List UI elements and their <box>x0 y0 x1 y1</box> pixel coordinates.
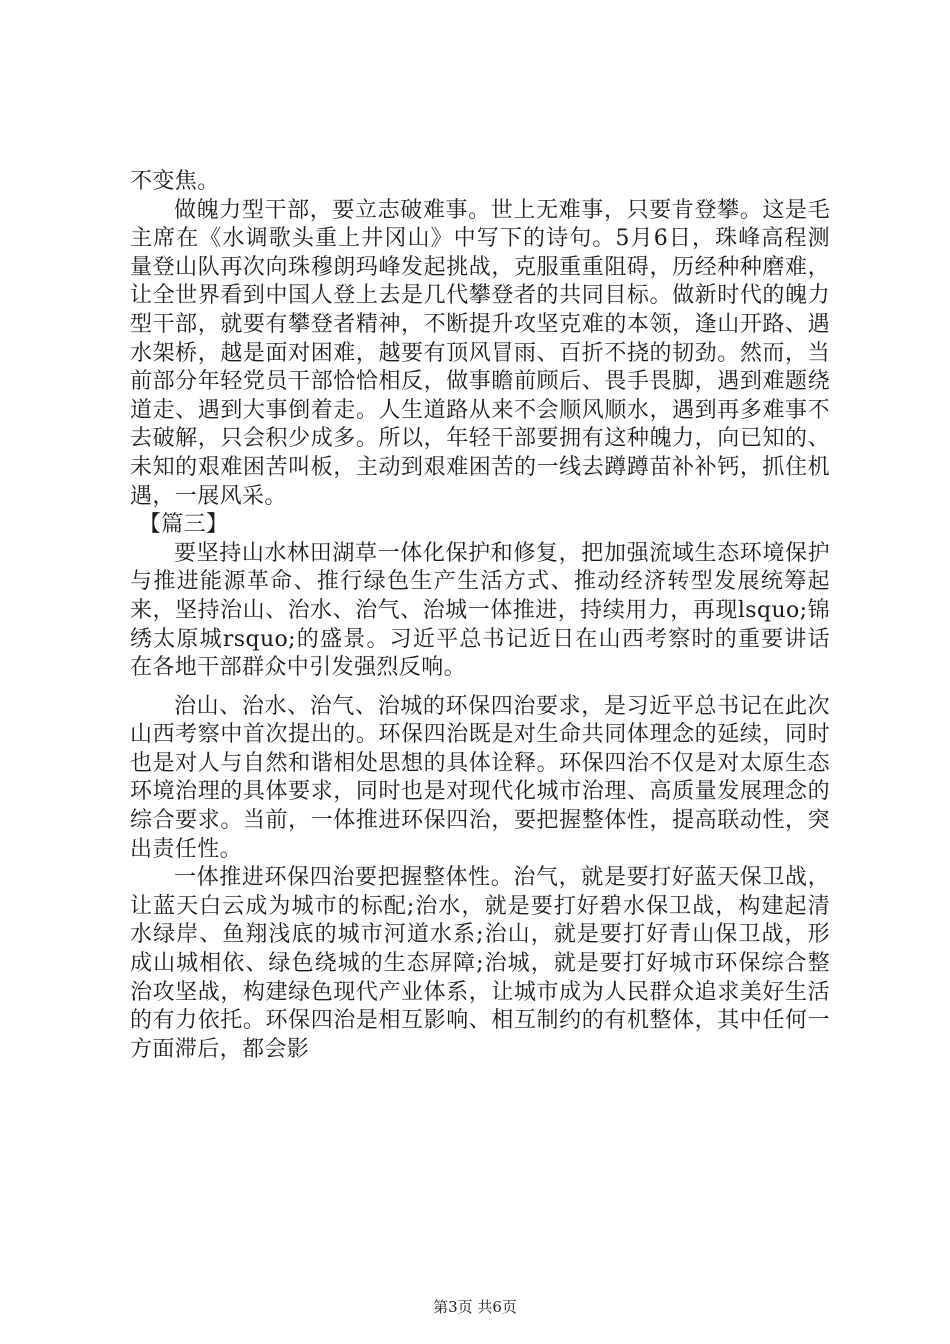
paragraph: 一体推进环保四治要把握整体性。治气，就是要打好蓝天保卫战，让蓝天白云成为城市的标配;治水，就是要打好碧水保卫战，构建起清水绿岸、鱼翔浅底的城市河道水系;治山，就是要打好青山保卫战，形成山城相依、绿色绕城的生态屏障;治城，就是要打好城市环保综合整治攻坚战，构建绿色现代产业体系，让城市成为人民群众追求美好生活的有力依托。环保四治是相互影响、相互制约的有机整体，其中任何一方面滞后，都会影 <box>130 865 830 1062</box>
paragraph: 要坚持山水林田湖草一体化保护和修复，把加强流域生态环境保护与推进能源革命、推行绿色生产生活方式、推动经济转型发展统筹起来，坚持治山、治水、治气、治城一体推进，持续用力，再现lsquo;锦绣太原城rsquo;的盛景。习近平总书记近日在山西考察时的重要讲话在各地干部群众中引发强烈反响。 <box>130 540 830 681</box>
document-body <box>130 168 830 1064</box>
section-heading: 【篇三】 <box>138 512 229 538</box>
paragraph-continuation: 不变焦。 <box>130 169 220 194</box>
paragraph: 做魄力型干部，要立志破难事。世上无难事，只要肯登攀。这是毛主席在《水调歌头重上井冈山》中写下的诗句。5月6日，珠峰高程测量登山队再次向珠穆朗玛峰发起挑战，克服重重阻碍，历经种种磨难，让全世界看到中国人登上去是几代攀登者的共同目标。做新时代的魄力型干部，就要有攀登者精神，不断提升攻坚克难的本领，逢山开路、遇水架桥，越是面对困难，越要有顶风冒雨、百折不挠的韧劲。然而，当前部分年轻党员干部恰恰相反，做事瞻前顾后、畏手畏脚，遇到难题绕道走、遇到大事倒着走。人生道路从来不会顺风顺水，遇到再多难事不去破解，只会积少成多。所以，年轻干部要拥有这种魄力，向已知的、未知的艰难困苦叫板，主动到艰难困苦的一线去蹲蹲苗补补钙，抓住机遇，一展风采。 <box>130 197 830 509</box>
page-number: 第3页 共6页 <box>433 1298 517 1316</box>
paragraph: 治山、治水、治气、治城的环保四治要求，是习近平总书记在此次山西考察中首次提出的。环保四治既是对生命共同体理念的延续，同时也是对人与自然和谐相处思想的具体诠释。环保四治不仅是对太原生态环境治理的具体要求，同时也是对现代化城市治理、高质量发展理念的综合要求。当前，一体推进环保四治，要把握整体性，提高联动性，突出责任性。 <box>130 693 830 862</box>
